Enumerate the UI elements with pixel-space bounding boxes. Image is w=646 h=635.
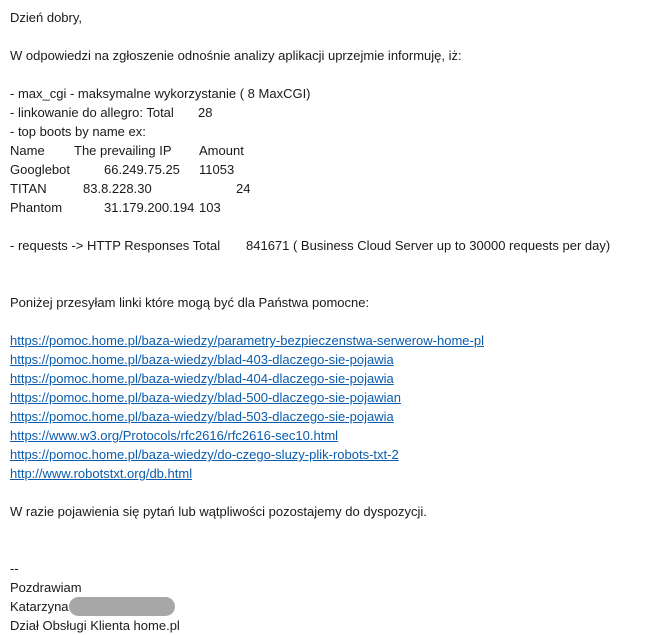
links-list	[10, 331, 640, 483]
spacer	[10, 255, 640, 274]
help-link-error-403[interactable]: https://pomoc.home.pl/baza-wiedzy/blad-403-dlaczego-sie-pojawia	[10, 352, 394, 367]
bot-ip: 31.179.200.194	[104, 200, 195, 215]
header-name: Name	[10, 143, 45, 158]
help-link-error-500[interactable]: https://pomoc.home.pl/baza-wiedzy/blad-500-dlaczego-sie-pojawian	[10, 390, 401, 405]
spacer	[10, 540, 640, 559]
bot-ip: 66.249.75.25	[104, 162, 180, 177]
spacer	[10, 65, 640, 84]
links-intro: Poniżej przesyłam linki które mogą być dla Państwa pomocne:	[10, 295, 370, 310]
bot-amount: 11053	[199, 162, 235, 177]
help-link-security-params[interactable]: https://pomoc.home.pl/baza-wiedzy/parametry-bezpieczenstwa-serwerow-home-pl	[10, 333, 484, 348]
bot-amount: 24	[236, 181, 251, 196]
requests-label: - requests -> HTTP Responses Total	[10, 238, 221, 253]
help-link-rfc2616[interactable]: https://www.w3.org/Protocols/rfc2616/rfc2616-sec10.html	[10, 428, 339, 443]
table-row	[10, 179, 640, 198]
header-amount: Amount	[199, 143, 244, 158]
bot-ip: 83.8.228.30	[83, 181, 152, 196]
signature-separator: --	[10, 561, 19, 576]
allegro-label: - linkowanie do allegro: Total	[10, 105, 174, 120]
bot-name: TITAN	[10, 181, 47, 196]
greeting: Dzień dobry,	[10, 10, 83, 25]
point-allegro	[10, 103, 640, 122]
signature-department: Dział Obsługi Klienta home.pl	[10, 618, 180, 633]
point-max-cgi: - max_cgi - maksymalne wykorzystanie ( 8 MaxCGI)	[10, 86, 311, 101]
bot-name: Phantom	[10, 200, 63, 215]
redacted-surname	[69, 597, 175, 616]
signature-name	[10, 597, 640, 616]
spacer	[10, 274, 640, 293]
requests-value: 841671 ( Business Cloud Server up to 30000 requests per day)	[246, 238, 611, 253]
signature-regards: Pozdrawiam	[10, 580, 82, 595]
help-link-robotstxt-db[interactable]: http://www.robotstxt.org/db.html	[10, 466, 193, 481]
help-link-error-404[interactable]: https://pomoc.home.pl/baza-wiedzy/blad-404-dlaczego-sie-pojawia	[10, 371, 394, 386]
bot-amount: 103	[199, 200, 221, 215]
point-requests	[10, 236, 640, 255]
email-body	[10, 8, 640, 635]
spacer	[10, 483, 640, 502]
bots-table-header	[10, 141, 640, 160]
bot-name: Googlebot	[10, 162, 70, 177]
table-row	[10, 198, 640, 217]
help-link-error-503[interactable]: https://pomoc.home.pl/baza-wiedzy/blad-503-dlaczego-sie-pojawia	[10, 409, 394, 424]
allegro-value: 28	[198, 105, 213, 120]
spacer	[10, 27, 640, 46]
intro-text: W odpowiedzi na zgłoszenie odnośnie analizy aplikacji uprzejmie informuję, iż:	[10, 48, 462, 63]
signature-first-name: Katarzyna	[10, 599, 69, 614]
spacer	[10, 217, 640, 236]
point-top-boots: - top boots by name ex:	[10, 124, 146, 139]
table-row	[10, 160, 640, 179]
help-link-robots-txt[interactable]: https://pomoc.home.pl/baza-wiedzy/do-czego-sluzy-plik-robots-txt-2	[10, 447, 399, 462]
spacer	[10, 312, 640, 331]
closing-text: W razie pojawienia się pytań lub wątpliwości pozostajemy do dyspozycji.	[10, 504, 427, 519]
spacer	[10, 521, 640, 540]
header-ip: The prevailing IP	[74, 143, 172, 158]
